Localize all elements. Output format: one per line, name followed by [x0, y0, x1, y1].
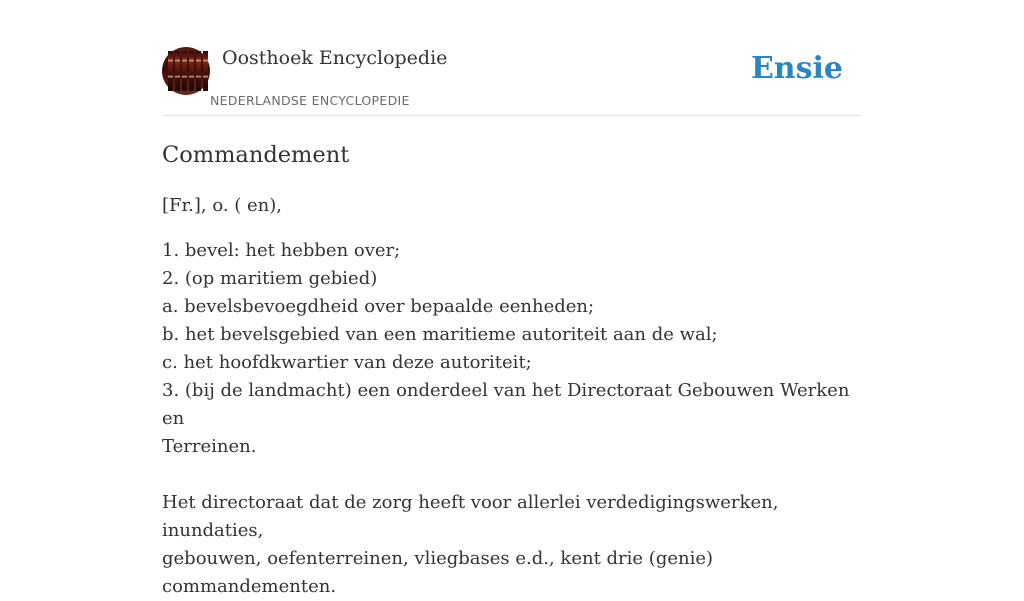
- definition-line: 2. (op maritiem gebied): [162, 268, 378, 289]
- encyclopedia-books-avatar[interactable]: [162, 47, 210, 95]
- site-name[interactable]: Oosthoek Encyclopedie: [222, 47, 448, 69]
- paragraph-line: gebouwen, oefenterreinen, vliegbases e.d., kent drie (genie) commandementen.: [162, 548, 714, 597]
- definition-line: a. bevelsbevoegdheid over bepaalde eenheden;: [162, 296, 595, 317]
- site-subtitle: NEDERLANDSE ENCYCLOPEDIE: [210, 93, 410, 108]
- article: [162, 140, 862, 601]
- definition-line: Terreinen.: [162, 436, 257, 457]
- article-body: [162, 237, 862, 601]
- page-title: Commandement: [162, 142, 350, 168]
- paragraph-spacer: [162, 461, 862, 489]
- ensie-logo-link[interactable]: Ensie: [750, 51, 843, 86]
- definition-line: b. het bevelsgebied van een maritieme autoriteit aan de wal;: [162, 324, 718, 345]
- definition-line: 1. bevel: het hebben over;: [162, 240, 401, 261]
- paragraph-line: Het directoraat dat de zorg heeft voor allerlei verdedigingswerken, inundaties,: [162, 492, 779, 541]
- definition-line: 3. (bij de landmacht) een onderdeel van het Directoraat Gebouwen Werken en: [162, 380, 850, 429]
- article-meta: [Fr.], o. ( en),: [162, 195, 283, 216]
- definition-line: c. het hoofdkwartier van deze autoriteit;: [162, 352, 532, 373]
- site-header: [162, 46, 862, 116]
